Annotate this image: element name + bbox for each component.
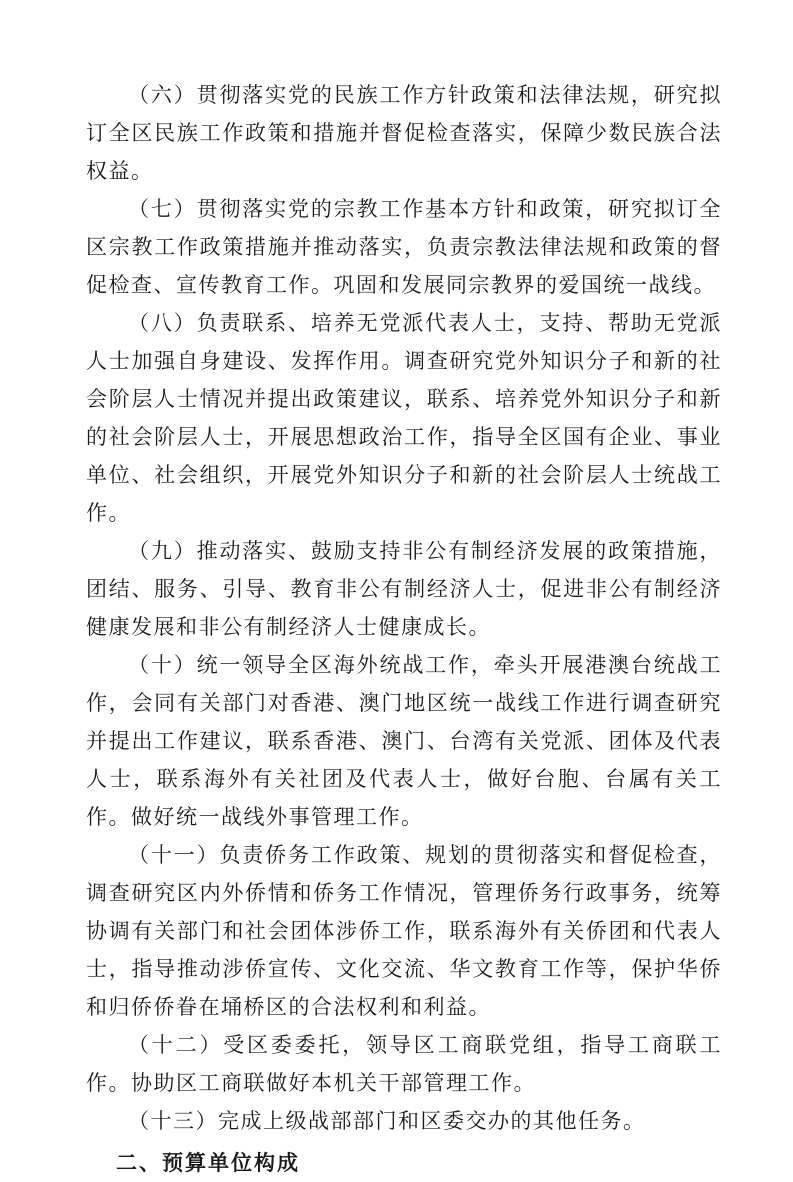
paragraph-12: （十二）受区委委托，领导区工商联党组，指导工商联工作。协助区工商联做好本机关干部管理工作。 — [86, 1033, 722, 1095]
paragraph-8: （八）负责联系、培养无党派代表人士，支持、帮助无党派人士加强自身建设、发挥作用。调查研究党外知识分子和新的社会阶层人士情况并提出政策建议，联系、培养党外知识分子和新的社会阶层人士，开展思想政治工作，指导全区国有企业、事业单位、社会组织，开展党外知识分子和新的社会阶层人士统战工作。 — [86, 311, 722, 525]
paragraph-13: （十三）完成上级战部部门和区委交办的其他任务。 — [128, 1109, 646, 1133]
paragraph-11: （十一）负责侨务工作政策、规划的贯彻落实和督促检查，调查研究区内外侨情和侨务工作情况，管理侨务行政事务，统筹协调有关部门和社会团体涉侨工作，联系海外有关侨团和代表人士，指导推动涉侨宣传、文化交流、华文教育工作等，保护华侨和归侨侨眷在埇桥区的合法权利和利益。 — [86, 843, 722, 1019]
paragraph-6: （六）贯彻落实党的民族工作方针政策和法律法规，研究拟订全区民族工作政策和措施并督促检查落实，保障少数民族合法权益。 — [86, 83, 722, 183]
paragraph-9: （九）推动落实、鼓励支持非公有制经济发展的政策措施，团结、服务、引导、教育非公有制经济人士，促进非公有制经济健康发展和非公有制经济人士健康成长。 — [86, 539, 722, 639]
document-page — [86, 76, 722, 1182]
section-heading: 二、预算单位构成 — [116, 1151, 300, 1175]
paragraph-7: （七）贯彻落实党的宗教工作基本方针和政策，研究拟订全区宗教工作政策措施并推动落实，负责宗教法律法规和政策的督促检查、宣传教育工作。巩固和发展同宗教界的爱国统一战线。 — [86, 197, 722, 297]
paragraph-10: （十）统一领导全区海外统战工作，牵头开展港澳台统战工作，会同有关部门对香港、澳门地区统一战线工作进行调查研究并提出工作建议，联系香港、澳门、台湾有关党派、团体及代表人士，联系海外有关社团及代表人士，做好台胞、台属有关工作。做好统一战线外事管理工作。 — [86, 653, 722, 829]
